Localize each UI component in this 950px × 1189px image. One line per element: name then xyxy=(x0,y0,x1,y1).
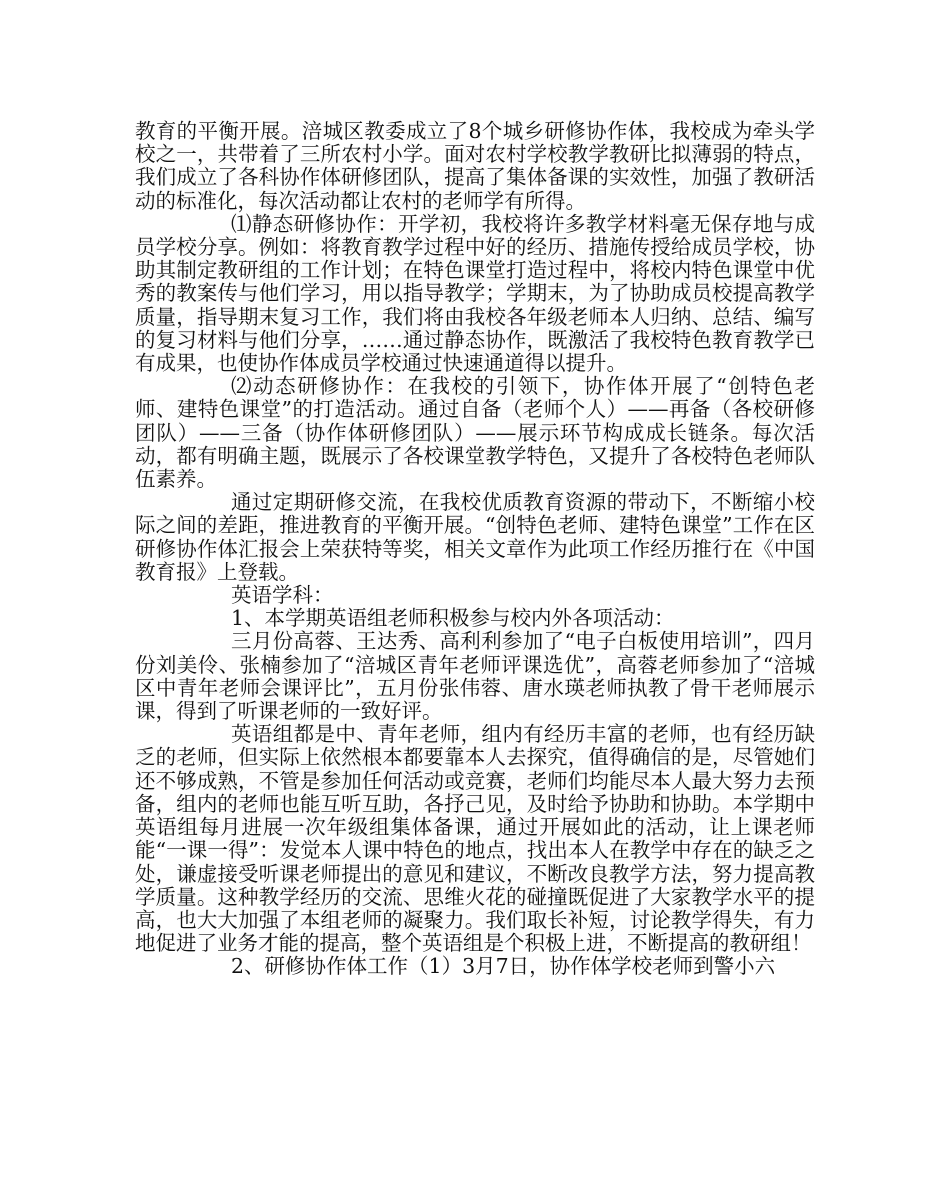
paragraph: 英语组都是中、青年老师，组内有经历丰富的老师，也有经历缺乏的老师，但实际上依然根本都要靠本人去探究，值得确信的是，尽管她们还不够成熟，不管是参加任何活动或竞赛，老师们均能尽本人最大努力去预备，组内的老师也能互听互助，各抒己见，及时给予协助和协助。本学期中英语组每月进展一次年级组集体备课，通过开展如此的活动，让上课老师能“一课一得”：发觉本人课中特色的地点，找出本人在教学中存在的缺乏之处，谦虚接受听课老师提出的意见和建议，不断改良教学方法，努力提高教学质量。这种教学经历的交流、思维火花的碰撞既促进了大家教学水平的提高，也大大加强了本组老师的凝聚力。我们取长补短，讨论教学得失，有力地促进了业务才能的提高，整个英语组是个积极上进，不断提高的教研组！ xyxy=(135,722,815,956)
document-body xyxy=(135,120,815,979)
paragraph: 教育的平衡开展。涪城区教委成立了8个城乡研修协作体，我校成为牵头学校之一，共带着了三所农村小学。面对农村学校教学教研比拟薄弱的特点，我们成立了各科协作体研修团队，提高了集体备课的实效性，加强了教研活动的标准化，每次活动都让农村的老师学有所得。 xyxy=(135,119,815,213)
list-item-heading: 2、研修协作体工作（1）3月7日，协作体学校老师到警小六 xyxy=(231,954,776,979)
list-item-heading: 1、本学期英语组老师积极参与校内外各项活动： xyxy=(231,606,675,631)
section-heading: 英语学科： xyxy=(231,583,334,608)
paragraph: 三月份高蓉、王达秀、高利利参加了“电子白板使用培训”，四月份刘美伶、张楠参加了“涪城区青年老师评课选优”，高蓉老师参加了“涪城区中青年老师会课评比”，五月份张伟蓉、唐水瑛老师执教了骨干老师展示课，得到了听课老师的一致好评。 xyxy=(135,629,815,724)
paragraph: ⑴静态研修协作：开学初，我校将许多教学材料毫无保存地与成员学校分享。例如：将教育教学过程中好的经历、措施传授给成员学校，协助其制定教研组的工作计划；在特色课堂打造过程中，将校内特色课堂中优秀的教案传与他们学习，用以指导教学；学期末，为了协助成员校提高教学质量，指导期末复习工作，我们将由我校各年级老师本人归纳、总结、编写的复习材料与他们分享，……通过静态协作，既激活了我校特色教育教学已有成果，也使协作体成员学校通过快速通道得以提升。 xyxy=(135,211,815,376)
paragraph: ⑵动态研修协作：在我校的引领下，协作体开展了“创特色老师、建特色课堂”的打造活动。通过自备（老师个人）——再备（各校研修团队）——三备（协作体研修团队）——展示环节构成成长链条。每次活动，都有明确主题，既展示了各校课堂教学特色，又提升了各校特色老师队伍素养。 xyxy=(135,374,815,492)
paragraph: 通过定期研修交流，在我校优质教育资源的带动下，不断缩小校际之间的差距，推进教育的平衡开展。“创特色老师、建特色课堂”工作在区研修协作体汇报会上荣获特等奖，相关文章作为此项工作经历推行在《中国教育报》上登载。 xyxy=(135,490,815,584)
